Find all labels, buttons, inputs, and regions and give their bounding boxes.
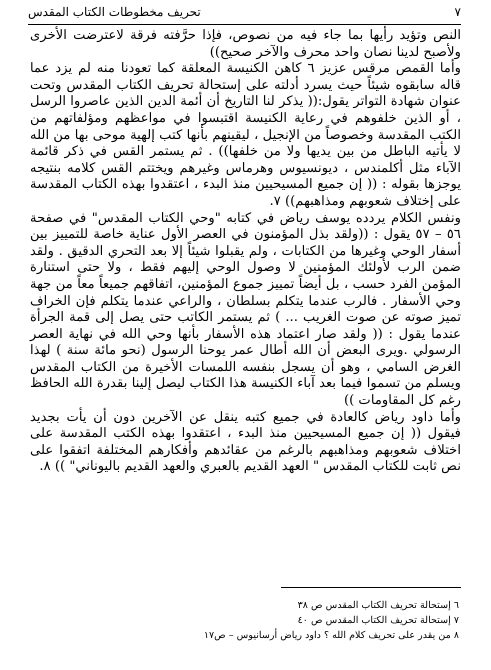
footnote-7: ٧ إستحالة تحريف الكتاب المقدس ص ٤٠ — [297, 615, 459, 626]
paragraph-2: وأما القمص مرقس عزيز ٦ كاهن الكنيسة المعلقة كما تعودنا منه لم يزد عما قاله سابقوه شيئاً حيث يسرد أدلته على إستحالة تحريف الكتاب المقدس وتحت عنوان شهادة التواتر يقول:(( يذكر لنا التاريخ أن أئمة الدين الذين عاصروا الرسل ، أو الذين خلفوهم في رعاية الكنيسة اقتبسوا في مواعظهم ومؤلفاتهم من الكتب المقدسة وخصوصاً من الإنجيل ، ليقينهم بأنها كتب إلهية موحى بها من الله لا يأتيه الباطل من بين يديها ولا من خلفها)) . ثم يستمر القس في ذكر قائمة الآباء مثل أكلمندس ، ديونسيوس وهرماس وغيرهم ويختتم القس كلامه بنتيجه يوجزها بقوله : (( إن جميع المسيحيين منذ البدء ، اعتقدوا بهذه الكتاب المقدسة على إختلاف شعوبهم ومذاهبهم)) ٧. — [30, 61, 461, 209]
header-title: تحريف مخطوطات الكتاب المقدس — [28, 5, 201, 19]
page-header — [28, 4, 461, 25]
footnote-8: ٨ من يقدر على تحريف كلام الله ؟ داود رياض أرسانيوس – ص١٧ — [203, 630, 459, 641]
paragraph-1: النص وتؤيد رأيها بما جاء فيه من نصوص، فإذا حرَّفته فرقة لاعترضت الأخرى ولأصبح لدينا نصان واحد محرف والآخر صحيح)) — [30, 28, 461, 60]
footnotes — [150, 598, 459, 643]
body-text — [30, 28, 461, 476]
footnote-separator — [281, 587, 461, 588]
page-number: ٧ — [454, 5, 461, 19]
paragraph-3: ونفس الكلام يردده يوسف رياض في كتابه "وحي الكتاب المقدس" في صفحة ٥٦ – ٥٧ يقول : ((ولقد بذل المؤمنون في العصر الأول عناية خاصة للتمييز بين أسفار الوحي وغيرها من الكتابات ، ولم يقبلوا شيئاً إلا بعد التحري الدقيق . ولقد ضمن الرب لأولئك المؤمنين لا وصول الوحي إليهم فقط ، ولا حتى استنارة المؤمن الفرد حسب ، بل أيضاً تمييز جموع المؤمنين، اتفاقهم جميعاً معاً من جهة وحي الأسفار . فالرب عندما يتكلم بسلطان ، والراعي عندما يتكلم فإن الخراف تميز صوته عن صوت الغريب ... ) ثم يستمر الكاتب حتى يصل إلى قمة الجرأة عندما يقول : (( ولقد صار اعتماد هذه الأسفار بأنها وحي الله في نهاية العصر الرسولي .ويرى البعض أن الله أطال عمر يوحنا الرسول (نحو مائة سنة ) لهذا الغرض السامي ، وهو أن يسجل بنفسه اللمسات الأخيرة من الكتاب المقدس ويسلم من تسموا فيما بعد آباء الكنيسة هذا الكتاب ليصل إلينا بقدرة الله الحافظ رغم كل المقاومات )) — [30, 210, 461, 409]
paragraph-4: وأما داود رياض كالعادة في جميع كتبه ينقل عن الآخرين دون أن يأت بجديد فيقول (( إن جميع المسيحيين منذ البدء ، اعتقدوا بهذه الكتب المقدسة على اختلاف شعوبهم ومذاهبهم بالرغم من عقائدهم وأفكارهم المختلفة اتفقوا على نص ثابت للكتاب المقدس " العهد القديم بالعبري والعهد القديم باليوناني" )) ٨. — [30, 409, 461, 475]
footnote-6: ٦ إستحالة تحريف الكتاب المقدس ص ٣٨ — [297, 600, 459, 611]
